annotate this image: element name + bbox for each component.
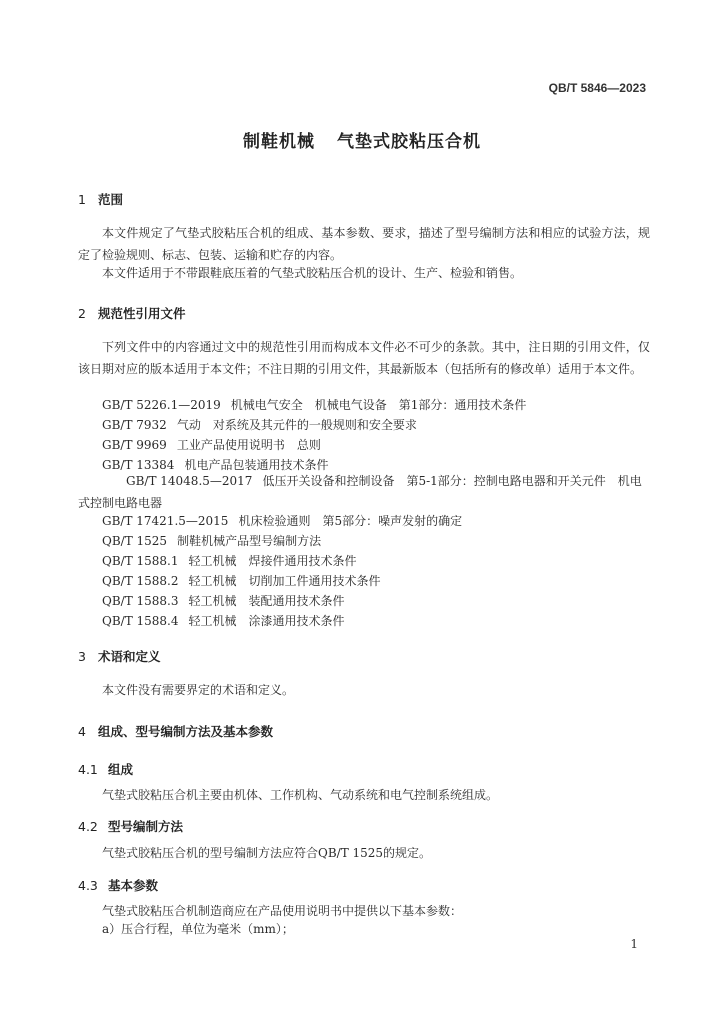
reference-title: 轻工机械 涂漆通用技术条件	[188, 614, 345, 628]
reference-item	[78, 470, 650, 514]
reference-item	[102, 510, 650, 532]
reference-title: 低压开关设备和控制设备 第5-1部分：控制电路电器和开关元件 机电式控制电路电器	[78, 474, 642, 510]
section-title: 组成、型号编制方法及基本参数	[98, 724, 274, 739]
section-title: 范围	[98, 192, 124, 207]
section-4-heading	[78, 722, 273, 740]
subsection-4-1-heading	[78, 760, 133, 778]
standard-number: QB/T 5846—2023	[548, 81, 646, 95]
reference-code: GB/T 9969	[102, 438, 167, 452]
reference-item	[102, 414, 650, 436]
subsection-title: 基本参数	[108, 878, 159, 893]
reference-code: QB/T 1588.1	[102, 554, 179, 568]
subsection-number: 4.2	[78, 819, 98, 834]
section-number: 4	[78, 724, 86, 739]
reference-code: QB/T 1588.3	[102, 594, 179, 608]
document-title	[0, 127, 724, 152]
subsection-title: 型号编制方法	[108, 819, 184, 834]
page-number: 1	[630, 937, 638, 951]
subsection-4-3-paragraph: 气垫式胶粘压合机制造商应在产品使用说明书中提供以下基本参数：	[102, 904, 463, 918]
reference-code: GB/T 17421.5—2015	[102, 514, 229, 528]
section-3-paragraph-1: 本文件没有需要界定的术语和定义。	[102, 683, 295, 697]
reference-title: 轻工机械 焊接件通用技术条件	[188, 554, 357, 568]
reference-item	[102, 434, 650, 456]
reference-item	[102, 530, 650, 552]
subsection-4-1-paragraph: 气垫式胶粘压合机主要由机体、工作机构、气动系统和电气控制系统组成。	[102, 788, 499, 802]
reference-title: 轻工机械 切削加工件通用技术条件	[188, 574, 381, 588]
section-2-heading	[78, 304, 186, 322]
reference-title: 轻工机械 装配通用技术条件	[188, 594, 345, 608]
reference-item	[102, 610, 650, 632]
reference-code: GB/T 13384	[102, 458, 175, 472]
section-1-heading	[78, 190, 123, 208]
reference-title: 机电产品包装通用技术条件	[184, 458, 329, 472]
reference-code: QB/T 1588.4	[102, 614, 179, 628]
subsection-title: 组成	[108, 762, 134, 777]
section-3-heading	[78, 647, 161, 665]
subsection-4-2-paragraph: 气垫式胶粘压合机的型号编制方法应符合QB/T 1525的规定。	[102, 846, 432, 860]
section-1-paragraph-2: 本文件适用于不带跟鞋底压着的气垫式胶粘压合机的设计、生产、检验和销售。	[102, 266, 523, 280]
reference-item	[102, 550, 650, 572]
section-number: 3	[78, 649, 86, 664]
reference-code: GB/T 7932	[102, 418, 167, 432]
reference-code: GB/T 14048.5—2017	[126, 474, 253, 488]
list-item-a: a）压合行程，单位为毫米（mm）；	[102, 922, 294, 936]
reference-title: 工业产品使用说明书 总则	[176, 438, 321, 452]
reference-item	[102, 570, 650, 592]
section-title: 规范性引用文件	[98, 306, 186, 321]
reference-code: QB/T 1525	[102, 534, 168, 548]
section-number: 1	[78, 192, 86, 207]
reference-item	[102, 590, 650, 612]
reference-code: GB/T 5226.1—2019	[102, 398, 221, 412]
section-2-paragraph-1: 下列文件中的内容通过文中的规范性引用而构成本文件必不可少的条款。其中，注日期的引用文件，仅该日期对应的版本适用于本文件；不注日期的引用文件，其最新版本（包括所有的修改单）适用于本文件。	[78, 340, 650, 376]
title-part-1: 制鞋机械	[243, 132, 315, 152]
reference-title: 机械电气安全 机械电气设备 第1部分：通用技术条件	[230, 398, 527, 412]
reference-title: 机床检验通则 第5部分：噪声发射的确定	[238, 514, 463, 528]
reference-title: 制鞋机械产品型号编制方法	[177, 534, 322, 548]
subsection-number: 4.1	[78, 762, 98, 777]
subsection-4-3-heading	[78, 876, 158, 894]
subsection-4-2-heading	[78, 817, 183, 835]
reference-item	[102, 394, 650, 416]
section-number: 2	[78, 306, 86, 321]
section-title: 术语和定义	[98, 649, 161, 664]
title-part-2: 气垫式胶粘压合机	[337, 132, 481, 152]
reference-code: QB/T 1588.2	[102, 574, 179, 588]
section-1-paragraph-1: 本文件规定了气垫式胶粘压合机的组成、基本参数、要求，描述了型号编制方法和相应的试验方法，规定了检验规则、标志、包装、运输和贮存的内容。	[78, 226, 650, 262]
subsection-number: 4.3	[78, 878, 98, 893]
reference-title: 气动 对系统及其元件的一般规则和安全要求	[176, 418, 417, 432]
